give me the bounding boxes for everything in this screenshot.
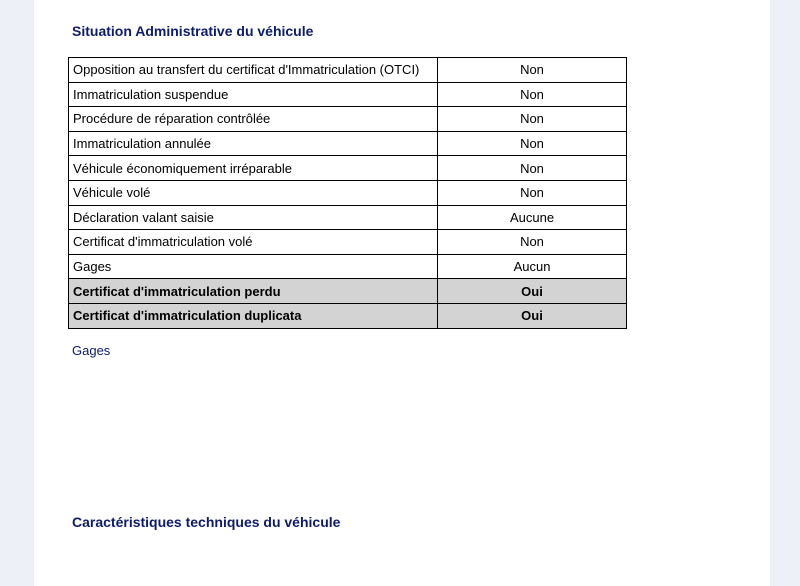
table-row: [69, 58, 627, 83]
row-value: Oui: [438, 279, 627, 304]
row-value: Non: [438, 156, 627, 181]
table-row: [69, 205, 627, 230]
table-row-highlighted: [69, 279, 627, 304]
row-value: Non: [438, 180, 627, 205]
row-label: Certificat d'immatriculation duplicata: [69, 303, 438, 328]
row-label: Immatriculation annulée: [69, 131, 438, 156]
caracteristiques-techniques-title: Caractéristiques techniques du véhicule: [72, 514, 341, 530]
gages-link[interactable]: Gages: [72, 343, 111, 358]
table-row: [69, 254, 627, 279]
table-row-highlighted: [69, 303, 627, 328]
row-value: Non: [438, 230, 627, 255]
row-label: Certificat d'immatriculation perdu: [69, 279, 438, 304]
situation-table-body: [69, 58, 627, 329]
row-label: Gages: [69, 254, 438, 279]
table-row: [69, 156, 627, 181]
situation-table: [68, 57, 627, 329]
row-value: Non: [438, 82, 627, 107]
document-page: [34, 0, 770, 586]
row-value: Aucun: [438, 254, 627, 279]
row-value: Non: [438, 107, 627, 132]
row-label: Immatriculation suspendue: [69, 82, 438, 107]
table-row: [69, 82, 627, 107]
row-label: Certificat d'immatriculation volé: [69, 230, 438, 255]
row-label: Procédure de réparation contrôlée: [69, 107, 438, 132]
row-label: Véhicule économiquement irréparable: [69, 156, 438, 181]
row-value: Aucune: [438, 205, 627, 230]
situation-administrative-title: Situation Administrative du véhicule: [72, 23, 314, 39]
row-label: Déclaration valant saisie: [69, 205, 438, 230]
table-row: [69, 180, 627, 205]
table-row: [69, 131, 627, 156]
row-label: Véhicule volé: [69, 180, 438, 205]
table-row: [69, 107, 627, 132]
row-value: Non: [438, 131, 627, 156]
table-row: [69, 230, 627, 255]
row-label: Opposition au transfert du certificat d'Immatriculation (OTCI): [69, 58, 438, 83]
row-value: Oui: [438, 303, 627, 328]
row-value: Non: [438, 58, 627, 83]
